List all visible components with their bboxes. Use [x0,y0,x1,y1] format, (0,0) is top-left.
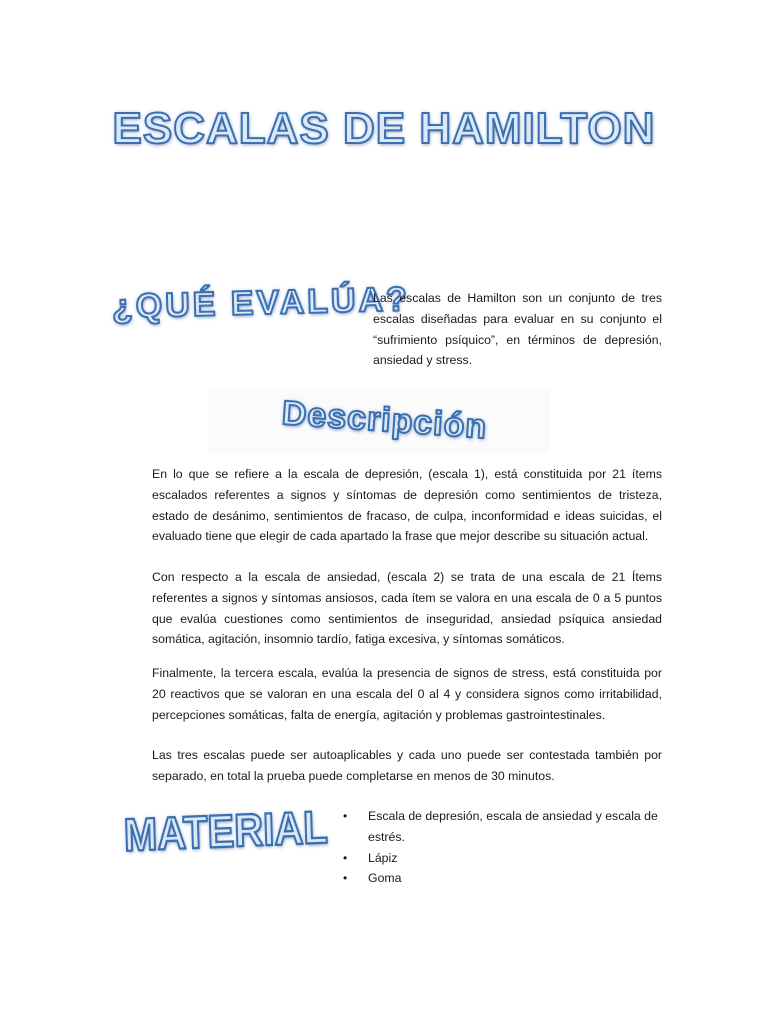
paragraph-ansiedad: Con respecto a la escala de ansiedad, (escala 2) se trata de una escala de 21 Ítems referentes a signos y síntomas ansiosos, cada ítem se valora en una escala de 0 a 5 puntos que evalúa cuestiones como sentimientos de inseguridad, ansiedad psíquica ansiedad somática, agitación, insomnio tardío, fatiga excesiva, y síntomas somáticos. [152,570,662,647]
bullet-icon: • [343,809,348,823]
list-item [340,848,662,869]
list-item [340,868,662,889]
intro-paragraph: Las escalas de Hamilton son un conjunto de tres escalas diseñadas para evaluar en su conjunto el “sufrimiento psíquico”, en términos de depresión, ansiedad y stress. [373,291,662,368]
list-item-text: Lápiz [368,850,398,865]
list-item-text: Escala de depresión, escala de ansiedad y escala de estrés. [368,809,658,844]
material-heading: MATERIAL [123,802,329,862]
bullet-icon: • [343,871,348,886]
descripcion-heading: Descripción [280,394,489,447]
paragraph-depresion: En lo que se refiere a la escala de depresión, (escala 1), está constituida por 21 ítems escalados referentes a signos y síntomas de depresión como sentimientos de tristeza, estado de desánimo, sentimientos de fracaso, de culpa, inconformidad e ideas suicidas, el evaluado tiene que elegir de cada apartado la frase que mejor describe su situación actual. [152,467,662,544]
list-item [340,806,662,848]
paragraph-stress: Finalmente, la tercera escala, evalúa la presencia de signos de stress, está constituida por 20 reactivos que se valoran en una escala del 0 al 4 y considera signos como irritabilidad, percepciones somáticas, falta de energía, agitación y problemas gastrointestinales. [152,666,662,722]
paragraph-aplicacion: Las tres escalas puede ser autoaplicables y cada uno puede ser contestada también por separado, en total la prueba puede completarse en menos de 30 minutos. [152,748,662,783]
bullet-icon: • [343,850,348,865]
list-item-text: Goma [368,871,402,886]
material-list [340,806,662,889]
que-evalua-heading: ¿QUÉ EVALÚA? [111,280,411,326]
document-title: ESCALAS DE HAMILTON [112,104,656,153]
